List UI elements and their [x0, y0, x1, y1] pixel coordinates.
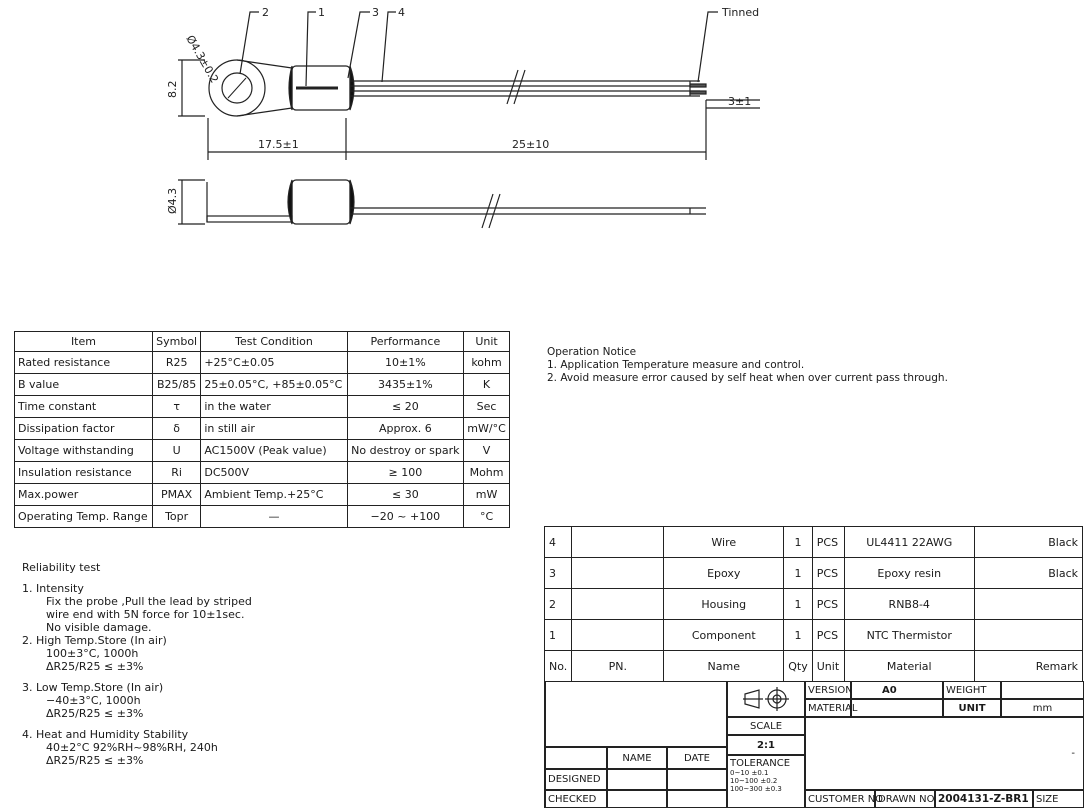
- spec-cell: τ: [152, 396, 200, 418]
- table-row: [15, 352, 510, 374]
- unit-label: UNIT: [943, 699, 1001, 717]
- spec-cell: DC500V: [201, 462, 347, 484]
- spec-cell: in the water: [201, 396, 347, 418]
- blank-cell: [851, 699, 943, 717]
- bom-header: Name: [664, 651, 784, 682]
- tolerance-label: TOLERANCE: [730, 758, 791, 769]
- bom-cell: PCS: [812, 620, 844, 651]
- bom-cell: 3: [545, 558, 572, 589]
- scale-value: 2:1: [727, 735, 805, 755]
- spec-header-symbol: Symbol: [152, 332, 200, 352]
- blank-cell: [545, 747, 607, 769]
- spec-cell: mW: [464, 484, 510, 506]
- spec-cell: 25±0.05°C, +85±0.05°C: [201, 374, 347, 396]
- blank-cell: [607, 769, 667, 790]
- bom-cell: 1: [784, 527, 812, 558]
- table-row: [545, 558, 1083, 589]
- spec-cell: Insulation resistance: [15, 462, 153, 484]
- material-label: MATERIAL: [805, 699, 851, 717]
- spec-cell: —: [201, 506, 347, 528]
- spec-cell: kohm: [464, 352, 510, 374]
- bom-cell: NTC Thermistor: [844, 620, 974, 651]
- spec-cell: Mohm: [464, 462, 510, 484]
- spec-header-condition: Test Condition: [201, 332, 347, 352]
- spec-cell: No destroy or spark: [347, 440, 463, 462]
- unit-value: mm: [1001, 699, 1084, 717]
- title-block: [544, 681, 1084, 808]
- dim-len2: 25±10: [512, 138, 550, 151]
- tolerance-row: [730, 785, 782, 793]
- thermistor-body-side: [292, 180, 350, 224]
- reliability-item-line: wire end with 5N force for 10±1sec.: [46, 608, 245, 621]
- spec-header-row: [15, 332, 510, 352]
- reliability-item-line: ΔR25/R25 ≤ ±3%: [46, 660, 144, 673]
- bom-cell: 1: [545, 620, 572, 651]
- bom-cell: Wire: [664, 527, 784, 558]
- spec-cell: 3435±1%: [347, 374, 463, 396]
- bom-cell: [572, 527, 664, 558]
- dim-ring-dia: Ø4.3±0.2: [183, 33, 222, 86]
- reliability-item-line: No visible damage.: [46, 621, 152, 634]
- projection-symbol-cell: [727, 681, 805, 717]
- version-label: VERSION: [805, 681, 851, 699]
- spec-cell: PMAX: [152, 484, 200, 506]
- spec-cell: Sec: [464, 396, 510, 418]
- spec-header-item: Item: [15, 332, 153, 352]
- bom-header: No.: [545, 651, 572, 682]
- blank-cell: [545, 681, 727, 747]
- spec-cell: Max.power: [15, 484, 153, 506]
- spec-cell: ≥ 100: [347, 462, 463, 484]
- blank-cell: [667, 769, 727, 790]
- callout-4: 4: [398, 6, 405, 19]
- dim-len1: 17.5±1: [258, 138, 299, 151]
- bom-cell: Component: [664, 620, 784, 651]
- spec-cell: mW/°C: [464, 418, 510, 440]
- tolerance-range: 100~300: [730, 785, 763, 793]
- table-row: [545, 589, 1083, 620]
- table-row: [15, 440, 510, 462]
- bom-cell: PCS: [812, 589, 844, 620]
- bom-cell: 2: [545, 589, 572, 620]
- spec-header-unit: Unit: [464, 332, 510, 352]
- bom-cell: 4: [545, 527, 572, 558]
- name-label: NAME: [607, 747, 667, 769]
- reliability-item-head: 2. High Temp.Store (In air): [22, 634, 167, 647]
- bom-cell: Epoxy: [664, 558, 784, 589]
- dim-side-dia: Ø4.3: [166, 187, 179, 214]
- bom-cell: PCS: [812, 527, 844, 558]
- table-row: [15, 418, 510, 440]
- reliability-item-line: 100±3°C, 1000h: [46, 647, 139, 660]
- dash-cell: -: [805, 717, 1084, 790]
- spec-cell: Dissipation factor: [15, 418, 153, 440]
- table-row: [15, 462, 510, 484]
- spec-table: [14, 331, 510, 528]
- spec-cell: −20 ~ +100: [347, 506, 463, 528]
- tolerance-value: ±0.3: [764, 785, 782, 793]
- bom-cell: [572, 589, 664, 620]
- reliability-title: Reliability test: [22, 561, 101, 574]
- technical-drawing: [0, 0, 1083, 300]
- spec-cell: Approx. 6: [347, 418, 463, 440]
- bom-header: Remark: [974, 651, 1082, 682]
- reliability-test: [22, 561, 252, 767]
- tolerance-range: 0~10: [730, 769, 750, 777]
- dim-strip: 3±1: [728, 95, 752, 108]
- table-row: [15, 484, 510, 506]
- bom-cell: Black: [974, 558, 1082, 589]
- reliability-item-line: ΔR25/R25 ≤ ±3%: [46, 707, 144, 720]
- tolerance-range: 10~100: [730, 777, 759, 785]
- blank-cell: [607, 790, 667, 808]
- bom-table: [544, 526, 1083, 682]
- weight-label: WEIGHT: [943, 681, 1001, 699]
- spec-cell: B25/85: [152, 374, 200, 396]
- dim-height: 8.2: [166, 80, 179, 98]
- bom-header-row: [545, 651, 1083, 682]
- spec-cell: +25°C±0.05: [201, 352, 347, 374]
- tinned-label: Tinned: [722, 6, 760, 19]
- drawing-number: 2004131-Z-BR1: [935, 790, 1033, 808]
- bom-header: Unit: [812, 651, 844, 682]
- spec-cell: B value: [15, 374, 153, 396]
- notice-title: Operation Notice: [547, 346, 637, 358]
- weight-value: [1001, 681, 1084, 699]
- reliability-item-line: Fix the probe ,Pull the lead by striped: [46, 595, 252, 608]
- tolerance-cell: [727, 755, 805, 808]
- bom-cell: Epoxy resin: [844, 558, 974, 589]
- version-value: A0: [851, 681, 943, 699]
- bom-header: Material: [844, 651, 974, 682]
- drawn-no-label: DRAWN NO: [875, 790, 935, 808]
- spec-cell: U: [152, 440, 200, 462]
- spec-cell: °C: [464, 506, 510, 528]
- table-row: [15, 396, 510, 418]
- projection-icon: [741, 686, 791, 712]
- operation-notice: [547, 346, 948, 385]
- bom-cell: Housing: [664, 589, 784, 620]
- date-label: DATE: [667, 747, 727, 769]
- table-row: [15, 374, 510, 396]
- bom-cell: UL4411 22AWG: [844, 527, 974, 558]
- bom-cell: Black: [974, 527, 1082, 558]
- bom-cell: PCS: [812, 558, 844, 589]
- spec-cell: ≤ 20: [347, 396, 463, 418]
- bom-header: Qty: [784, 651, 812, 682]
- blank-cell: [667, 790, 727, 808]
- spec-cell: 10±1%: [347, 352, 463, 374]
- reliability-item-line: −40±3°C, 1000h: [46, 694, 141, 707]
- table-row: [545, 527, 1083, 558]
- size-label: SIZE: [1033, 790, 1084, 808]
- bom-cell: [974, 620, 1082, 651]
- spec-cell: Voltage withstanding: [15, 440, 153, 462]
- spec-cell: Topr: [152, 506, 200, 528]
- reliability-item-line: ΔR25/R25 ≤ ±3%: [46, 754, 144, 767]
- table-row: [15, 506, 510, 528]
- designed-label: DESIGNED: [545, 769, 607, 790]
- notice-line: 2. Avoid measure error caused by self heat when over current pass through.: [547, 372, 948, 384]
- tolerance-row: [730, 769, 768, 777]
- bom-cell: 1: [784, 558, 812, 589]
- reliability-item-head: 3. Low Temp.Store (In air): [22, 681, 164, 694]
- tolerance-row: [730, 777, 777, 785]
- spec-header-performance: Performance: [347, 332, 463, 352]
- reliability-item-line: 40±2°C 92%RH~98%RH, 240h: [46, 741, 218, 754]
- bom-cell: [974, 589, 1082, 620]
- tolerance-value: ±0.2: [760, 777, 778, 785]
- spec-cell: Time constant: [15, 396, 153, 418]
- spec-cell: K: [464, 374, 510, 396]
- spec-cell: V: [464, 440, 510, 462]
- checked-label: CHECKED: [545, 790, 607, 808]
- bom-cell: [572, 558, 664, 589]
- spec-cell: ≤ 30: [347, 484, 463, 506]
- bom-cell: 1: [784, 589, 812, 620]
- callout-2: 2: [262, 6, 269, 19]
- bom-cell: [572, 620, 664, 651]
- reliability-item-head: 4. Heat and Humidity Stability: [22, 728, 189, 741]
- callout-3: 3: [372, 6, 379, 19]
- spec-cell: Ri: [152, 462, 200, 484]
- notice-line: 1. Application Temperature measure and control.: [547, 359, 805, 371]
- customer-no-label: CUSTOMER NO: [805, 790, 875, 808]
- table-row: [545, 620, 1083, 651]
- spec-cell: in still air: [201, 418, 347, 440]
- tolerance-value: ±0.1: [751, 769, 769, 777]
- spec-cell: AC1500V (Peak value): [201, 440, 347, 462]
- scale-label: SCALE: [727, 717, 805, 735]
- spec-cell: Rated resistance: [15, 352, 153, 374]
- spec-cell: Ambient Temp.+25°C: [201, 484, 347, 506]
- bom-cell: 1: [784, 620, 812, 651]
- callout-1: 1: [318, 6, 325, 19]
- bom-header: PN.: [572, 651, 664, 682]
- bom-cell: RNB8-4: [844, 589, 974, 620]
- spec-cell: R25: [152, 352, 200, 374]
- spec-cell: δ: [152, 418, 200, 440]
- reliability-item-head: 1. Intensity: [22, 582, 84, 595]
- spec-cell: Operating Temp. Range: [15, 506, 153, 528]
